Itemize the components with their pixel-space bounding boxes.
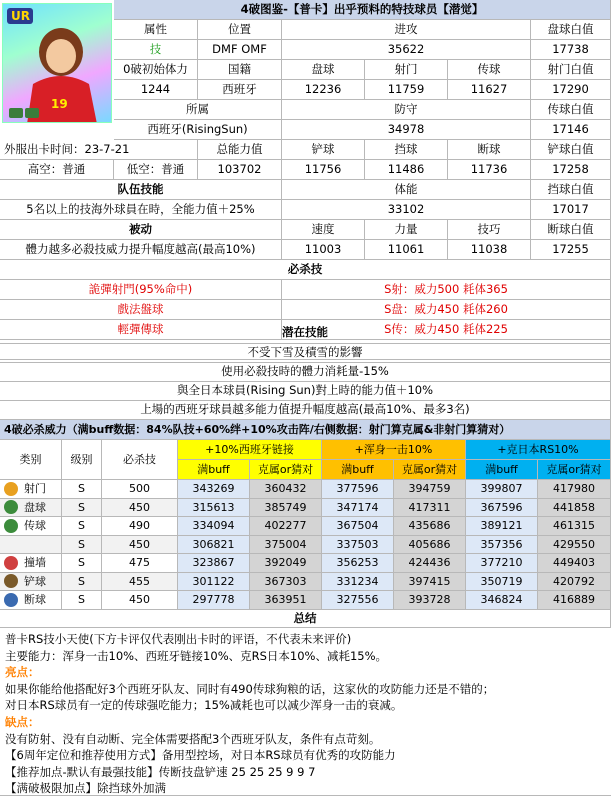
page-title: 4破图鉴-【普卡】出乎预料的特技球员【潜觉】 [114, 0, 611, 20]
summary-line: 主要能力：浑身一击10%、西班牙链接10%、克RS日本10%、减耗15%。 [5, 648, 388, 663]
power-cell: 347174 [322, 499, 394, 518]
stat-label: 技巧 [448, 220, 531, 240]
power-level: S [62, 499, 102, 518]
skill-type-icon [4, 574, 18, 588]
power-cell: 461315 [538, 517, 611, 536]
latent-skills-header: 潜在技能 [0, 322, 611, 344]
power-cell: 297778 [178, 591, 250, 610]
summary-block [0, 628, 611, 796]
power-row [0, 573, 611, 592]
sub-full-buff: 满buff [178, 460, 250, 480]
team-skill-text: 5名以上的技海外球員在時，全能力值＋25% [0, 200, 282, 220]
summary-header-row [0, 610, 611, 628]
summary-line: 【6周年定位和推荐使用方式】备用型控场，对日本RS球员有优秀的攻防能力 [5, 748, 396, 763]
power-row [0, 536, 611, 555]
stat-label: 总能力值 [198, 140, 282, 160]
power-cell: 416889 [538, 591, 611, 610]
special-skills-header: 必杀技 [0, 260, 611, 280]
stat-value: 西班牙 [198, 80, 282, 100]
power-cell: 343269 [178, 480, 250, 499]
group-full-strike: +浑身一击10% [322, 440, 466, 460]
stat-label: 盘球 [282, 60, 365, 80]
rarity-badge: UR [11, 9, 30, 23]
latent-skill: 不受下雪及積雪的影響 [0, 344, 611, 363]
stat-label: 所属 [114, 100, 282, 120]
jersey-number: 19 [51, 97, 68, 111]
power-value: 500 [102, 480, 178, 499]
power-level: S [62, 480, 102, 499]
power-type: 射门 [24, 482, 46, 496]
power-row [0, 554, 611, 573]
skill-type-icon [4, 482, 18, 496]
power-cell: 399807 [466, 480, 538, 499]
summary-line: 没有防射、没有自动断、完全体需要搭配3个西班牙队友，条件有点苛刻。 [5, 731, 381, 746]
stat-label: 力量 [365, 220, 448, 240]
power-cell: 363951 [250, 591, 322, 610]
power-type-cell [0, 554, 62, 573]
stamina-value: 33102 [282, 200, 531, 220]
stat-label: 速度 [282, 220, 365, 240]
sub-full-buff: 满buff [322, 460, 394, 480]
power-cell: 315613 [178, 499, 250, 518]
power-type-cell [0, 573, 62, 592]
power-cell: 337503 [322, 536, 394, 555]
latent-skill: 與全日本球員(Rising Sun)對上時的能力值＋10% [0, 382, 611, 401]
power-table-title: 4破必杀威力（满buff数据：84%队技+60%绊+10%攻击阵/右侧数据：射门算克属&非射门算猜对） [0, 420, 611, 440]
power-cell: 435686 [394, 517, 466, 536]
power-cell: 306821 [178, 536, 250, 555]
stat-value: 17255 [531, 240, 611, 260]
power-type: 断球 [24, 593, 46, 607]
low-air-value: 低空：普通 [114, 160, 198, 180]
power-cell: 385749 [250, 499, 322, 518]
skill-type-icon [4, 519, 18, 533]
power-cell: 346824 [466, 591, 538, 610]
power-cell: 323867 [178, 554, 250, 573]
power-cell: 429550 [538, 536, 611, 555]
group-counter-japan: +克日本RS10% [466, 440, 611, 460]
stat-value: 11486 [365, 160, 448, 180]
power-level: S [62, 554, 102, 573]
col-type: 类别 [0, 440, 62, 480]
team-value: 西班牙(RisingSun) [114, 120, 282, 140]
passive-text: 體力越多必殺技威力提升幅度越高(最高10%) [0, 240, 282, 260]
skill-desc: S射：威力500 耗体365 [282, 280, 611, 300]
high-air-value: 高空：普通 [0, 160, 114, 180]
power-row [0, 517, 611, 536]
power-cell: 424436 [394, 554, 466, 573]
skill-type-icon [4, 556, 18, 570]
attribute-value: 技 [114, 40, 198, 60]
stat-value: 103702 [198, 160, 282, 180]
power-value: 450 [102, 499, 178, 518]
stat-label: 0破初始体力 [114, 60, 198, 80]
power-cell: 356253 [322, 554, 394, 573]
stat-label: 属性 [114, 20, 198, 40]
passive-header: 被动 [0, 220, 282, 240]
power-type-cell [0, 591, 62, 610]
stat-label: 进攻 [282, 20, 531, 40]
position-value: DMF OMF [198, 40, 282, 60]
summary-line: 【满破极限加点】除挡球外加满 [5, 781, 166, 796]
power-cell: 334094 [178, 517, 250, 536]
power-cell: 449403 [538, 554, 611, 573]
summary-lines [5, 631, 606, 796]
stat-label: 射门 [365, 60, 448, 80]
stat-label: 射门白值 [531, 60, 611, 80]
stat-label: 位置 [198, 20, 282, 40]
stat-label: 挡球白值 [531, 180, 611, 200]
stat-value: 11756 [282, 160, 365, 180]
stat-label: 挡球 [365, 140, 448, 160]
sub-counter: 克属or猜对 [538, 460, 611, 480]
sub-counter: 克属or猜对 [394, 460, 466, 480]
power-cell: 350719 [466, 573, 538, 592]
col-skill: 必杀技 [102, 440, 178, 480]
power-cell: 417980 [538, 480, 611, 499]
stat-label: 传球 [448, 60, 531, 80]
power-cell: 417311 [394, 499, 466, 518]
skill-name: 詭彈射門(95%命中) [0, 280, 282, 300]
power-level: S [62, 573, 102, 592]
col-level: 级别 [62, 440, 102, 480]
power-cell: 367303 [250, 573, 322, 592]
stat-label: 盘球白值 [531, 20, 611, 40]
power-cell: 420792 [538, 573, 611, 592]
stat-value: 17258 [531, 160, 611, 180]
attack-value: 35622 [282, 40, 531, 60]
skill-name: 輕彈傳球 [0, 320, 282, 340]
power-cell: 377596 [322, 480, 394, 499]
stat-label: 铲球白值 [531, 140, 611, 160]
stat-value: 17290 [531, 80, 611, 100]
power-cell: 301122 [178, 573, 250, 592]
summary-heading: 亮点： [5, 665, 40, 680]
stat-label: 防守 [282, 100, 531, 120]
power-cell: 393728 [394, 591, 466, 610]
summary-line: 【推荐加点-默认有最强技能】传断技盘铲速 25 25 25 9 9 7 [5, 764, 316, 779]
power-type-cell [0, 499, 62, 518]
summary-header: 总结 [0, 610, 611, 628]
power-level: S [62, 517, 102, 536]
power-cell: 405686 [394, 536, 466, 555]
stat-value: 11627 [448, 80, 531, 100]
power-cell: 360432 [250, 480, 322, 499]
summary-line: 普卡RS技小天使(下方卡评仅代表刚出卡时的评语，不代表未来评价) [5, 632, 352, 646]
team-skill-header: 队伍技能 [0, 180, 282, 200]
power-type: 铲球 [24, 574, 46, 588]
power-value: 450 [102, 536, 178, 555]
power-cell: 392049 [250, 554, 322, 573]
skill-desc: S传：威力450 耗体225 [282, 320, 611, 340]
power-type: 盘球 [24, 500, 46, 514]
skill-type-icon [4, 500, 18, 514]
power-cell: 357356 [466, 536, 538, 555]
stat-label: 断球 [448, 140, 531, 160]
stat-label: 断球白值 [531, 220, 611, 240]
latent-skill: 使用必殺技時的體力消耗量-15% [0, 363, 611, 382]
summary-line: 如果你能给他搭配好3个西班牙队友、同时有490传球狗粮的话，这家伙的攻防能力还是不错的； [5, 681, 495, 696]
stat-value: 11038 [448, 240, 531, 260]
power-value: 455 [102, 573, 178, 592]
power-row [0, 591, 611, 610]
stat-value: 17146 [531, 120, 611, 140]
power-level: S [62, 536, 102, 555]
power-value: 475 [102, 554, 178, 573]
skill-type-icon [4, 593, 18, 607]
power-value: 490 [102, 517, 178, 536]
power-cell: 327556 [322, 591, 394, 610]
power-type-cell [0, 536, 62, 555]
power-cell: 441858 [538, 499, 611, 518]
power-row [0, 480, 611, 499]
sub-full-buff: 满buff [466, 460, 538, 480]
power-cell: 375004 [250, 536, 322, 555]
group-spain-link: +10%西班牙链接 [178, 440, 322, 460]
power-type: 传球 [24, 519, 46, 533]
power-type-cell [0, 517, 62, 536]
power-cell: 397415 [394, 573, 466, 592]
power-cell: 377210 [466, 554, 538, 573]
stat-label: 体能 [282, 180, 531, 200]
stat-value: 17738 [531, 40, 611, 60]
stat-value: 1244 [114, 80, 198, 100]
power-cell: 394759 [394, 480, 466, 499]
stat-label: 铲球 [282, 140, 365, 160]
power-cell: 367504 [322, 517, 394, 536]
stat-value: 17017 [531, 200, 611, 220]
power-cell: 331234 [322, 573, 394, 592]
stat-value: 12236 [282, 80, 365, 100]
stat-value: 11003 [282, 240, 365, 260]
summary-line: 对日本RS球员有一定的传球强吃能力；15%减耗也可以减少浑身一击的衰减。 [5, 698, 403, 713]
stat-value: 11061 [365, 240, 448, 260]
release-date: 外服出卡时间：23-7-21 [0, 140, 198, 160]
power-cell: 367596 [466, 499, 538, 518]
power-cell: 389121 [466, 517, 538, 536]
power-row [0, 499, 611, 518]
stat-value: 11736 [448, 160, 531, 180]
defense-value: 34978 [282, 120, 531, 140]
skill-desc: S盘：威力450 耗体260 [282, 300, 611, 320]
stat-label: 传球白值 [531, 100, 611, 120]
power-level: S [62, 591, 102, 610]
latent-skill: 上場的西班牙球員越多能力值提升幅度越高(最高10%、最多3名) [0, 401, 611, 420]
power-value: 450 [102, 591, 178, 610]
power-type: 撞墙 [24, 556, 46, 570]
sub-counter: 克属or猜对 [250, 460, 322, 480]
stat-label: 国籍 [198, 60, 282, 80]
power-cell: 402277 [250, 517, 322, 536]
skill-name: 戲法盤球 [0, 300, 282, 320]
stat-value: 11759 [365, 80, 448, 100]
power-type-cell [0, 480, 62, 499]
summary-heading: 缺点： [5, 714, 40, 729]
